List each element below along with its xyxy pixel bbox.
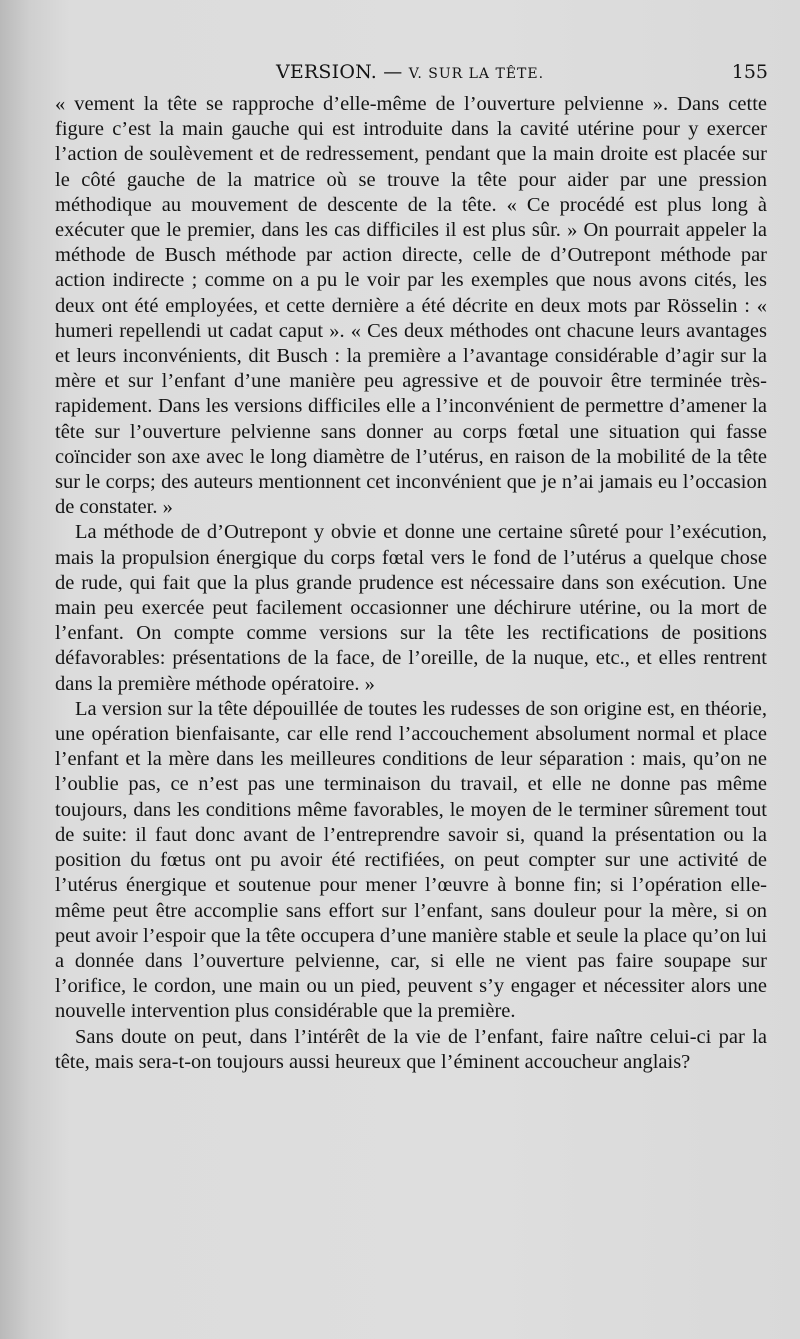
header-dash: —: [383, 61, 403, 83]
paragraph: La méthode de d’Outrepont y obvie et donne une certaine sûreté pour l’exécution, mais la propulsion énergique du corps fœtal vers le fond de l’utérus a quelque chose de rude, qui fait que la plus grande prudence est nécessaire dans son exécution. Une main peu exercée peut facilement occasionner une déchirure utérine, ou la mort de l’enfant. On compte comme versions sur la tête les rectifications de positions défavorables: présentations de la face, de l’oreille, de la nuque, etc., et elles rentrent dans la première méthode opératoire. »: [55, 521, 767, 695]
running-header: [52, 58, 768, 86]
paragraph: Sans doute on peut, dans l’intérêt de la vie de l’enfant, faire naître celui-ci par la tête, mais sera-t-on toujours aussi heureux que l’éminent accoucheur anglais?: [55, 1025, 767, 1073]
body-text: [55, 92, 767, 1075]
running-title: [52, 58, 768, 88]
header-subtitle: V. SUR LA TÊTE.: [408, 66, 545, 82]
paragraph-continued: « vement la tête se rapproche d’elle-même de l’ouverture pelvienne ». Dans cette figure c’est la main gauche qui est introduite dans la cavité utérine pour y exercer l’action de soulèvement et de redressement, pendant que la main droite est placée sur le côté gauche de la matrice où se trouve la tête pour aider par une pression méthodique au mouvement de descente de la tête. « Ce procédé est plus long à exécuter que le premier, dans les cas difficiles il est plus sûr. » On pourrait appeler la méthode de Busch méthode par action directe, celle de d’Outrepont méthode par action indirecte ; comme on a pu le voir par les exemples que nous avons cités, les deux ont été employées, et cette dernière a été décrite en deux mots par Rösselin : « humeri repellendi ut cadat caput ». « Ces deux méthodes ont chacune leurs avantages et leurs inconvénients, dit Busch : la première a l’avantage considérable d’agir sur la mère et sur l’enfant d’une manière peu agressive et de pouvoir être terminée très-rapidement. Dans les versions difficiles elle a l’inconvénient de permettre d’amener la tête sur l’ouverture pelvienne sans donner au corps fœtal une situation qui fasse coïncider son axe avec le long diamètre de l’utérus, en raison de la mobilité de la tête sur le corps; des auteurs mentionnent cet inconvénient que je n’ai jamais eu l’occasion de constater. »: [55, 93, 767, 519]
page-number: 155: [731, 61, 768, 83]
paragraph: La version sur la tête dépouillée de toutes les rudesses de son origine est, en théorie, une opération bienfaisante, car elle rend l’accouchement absolument normal et place l’enfant et la mère dans les meilleures conditions de leur séparation : mais, qu’on ne l’oublie pas, ce n’est pas une terminaison du travail, et elle ne donne pas même toujours, dans les conditions même favorables, le moyen de le terminer sûrement tout de suite: il faut donc avant de l’entreprendre savoir si, quand la présentation ou la position du fœtus ont pu avoir été rectifiées, on peut compter sur une activité de l’utérus énergique et soutenue pour mener l’œuvre à bonne fin; si l’opération elle-même peut être accomplie sans effort sur l’enfant, sans douleur pour la mère, si on peut avoir l’espoir que la tête occupera d’une manière stable et seule la place qu’on lui a donnée dans l’ouverture pelvienne, car, si elle ne vient pas faire soupape sur l’orifice, le cordon, une main ou un pied, peuvent s’y engager et nécessiter alors une nouvelle intervention plus considérable que la première.: [55, 697, 767, 1023]
header-title: VERSION.: [275, 61, 377, 83]
